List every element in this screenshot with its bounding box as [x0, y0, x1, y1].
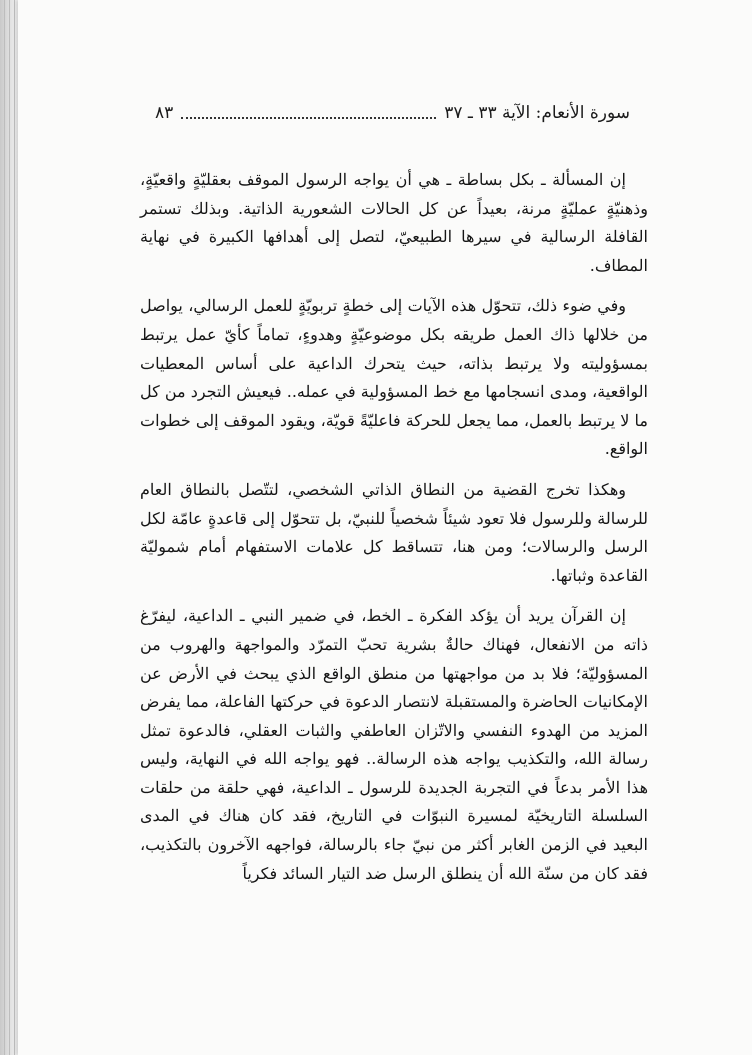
page-number: ٨٣ — [155, 103, 174, 123]
running-header — [155, 101, 630, 125]
paragraph: وهكذا تخرج القضية من النطاق الذاتي الشخصي، لتتّصل بالنطاق العام للرسالة وللرسول فلا تعود شيئاً شخصياً للنبيّ، بل تتحوّل إلى قاعدةٍ عامّة لكل الرسل والرسالات؛ ومن هنا، تتساقط كل علامات الاستفهام أمام شموليّة القاعدة وثباتها. — [140, 479, 648, 585]
paragraph: إن القرآن يريد أن يؤكد الفكرة ـ الخط، في ضمير النبي ـ الداعية، ليفرّغ ذاته من الانفعال، فهناك حالةٌ بشرية تحبّ التمرّد والمواجهة والهروب من المسؤوليّة؛ فلا بد من مواجهتها من منطق الواقع الذي يبحث في الأرض عن الإمكانيات الحاضرة والمستقبلة لانتصار الدعوة في حركتها الفاعلة، مما يفرض المزيد من الهدوء النفسي والاتّزان العاطفي والثبات العقلي، فالدعوة تمثل رسالة الله، والتكذيب يواجه هذه الرسالة.. فهو يواجه الله في النهاية، وليس هذا الأمر بدعاً في التجربة الجديدة للرسول ـ الداعية، فهي حلقة من حلقات السلسلة التاريخيّة لمسيرة النبوّات في التاريخ، فقد كان هناك في المدى البعيد في الزمن الغابر أكثر من نبيّ جاء بالرسالة، فواجهه الآخرون بالتكذيب، فقد كان من سنّة الله أن ينطلق الرسل ضد التيار السائد فكرياً — [140, 606, 648, 883]
paragraph: إن المسألة ـ بكل بساطة ـ هي أن يواجه الرسول الموقف بعقليّةٍ واقعيّةٍ، وذهنيّةٍ عمليّةٍ مرنة، بعيداً عن كل الحالات الشعورية الذاتية. وبذلك تستمر القافلة الرسالية في سيرها الطبيعيّ، لتصل إلى أهدافها الكبيرة في نهاية المطاف. — [140, 170, 648, 275]
paragraph: وفي ضوء ذلك، تتحوّل هذه الآيات إلى خطةٍ تربويّةٍ للعمل الرسالي، يواصل من خلالها ذاك العمل طريقه بكل موضوعيّةٍ وهدوءٍ، تماماً كأيّ عمل يرتبط بمسؤوليته ولا يرتبط بذاته، حيث يتحرك الداعية على أساس المعطيات الواقعية، ومدى انسجامها مع خط المسؤولية في عمله.. فيعيش التجرد من كل ما لا يرتبط بالعمل، مما يجعل للحركة فاعليّةً قويّة، ويقود الموقف إلى خطوات الواقع. — [140, 296, 648, 459]
page-edge-line — [4, 0, 5, 1055]
header-title: سورة الأنعام: الآية ٣٣ ـ ٣٧ — [444, 103, 630, 123]
page-edge-line — [14, 0, 15, 1055]
page-edge-line — [9, 0, 10, 1055]
page-body — [140, 166, 648, 888]
header-dot-leader — [181, 107, 436, 119]
page-edge-shadow — [0, 0, 18, 1055]
